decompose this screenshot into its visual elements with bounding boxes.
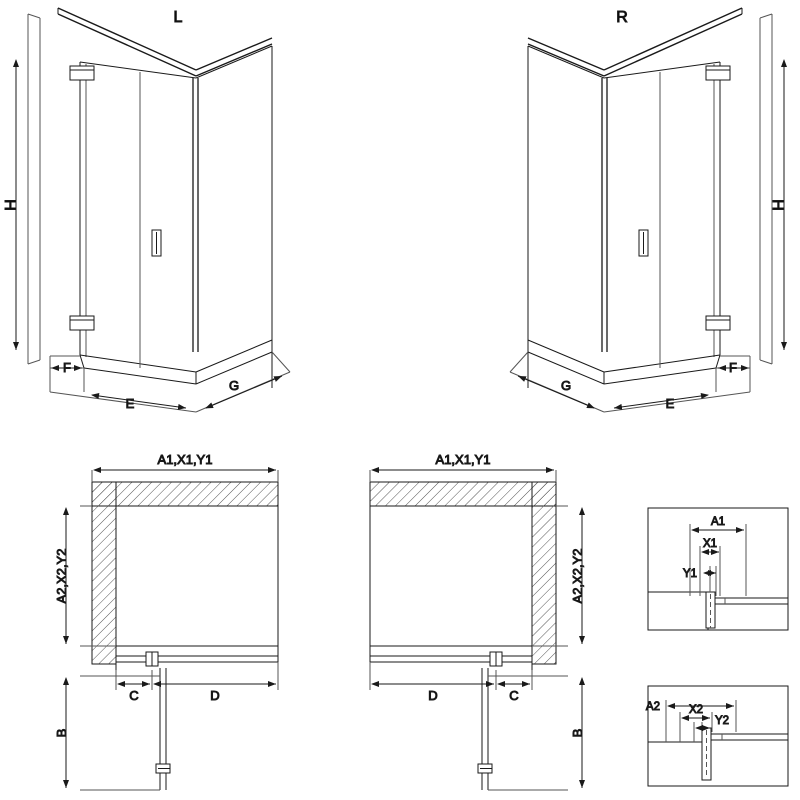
dimension-label-g-right: G (560, 378, 572, 393)
plan-right-dimension-c: C (509, 688, 519, 703)
plan-view-right (370, 452, 585, 790)
view-title-right: R (616, 9, 628, 26)
plan-right-dimension-d: D (428, 688, 438, 703)
detail-top-label-y1: Y1 (682, 568, 697, 580)
detail-view-top (648, 508, 788, 630)
dimension-label-h-left: H (3, 199, 20, 211)
plan-view-left (54, 452, 278, 790)
dimension-label-f-left: F (63, 360, 71, 375)
detail-view-bottom (646, 686, 788, 786)
dimension-label-e-right: E (665, 396, 675, 411)
detail-bottom-label-a2: A2 (645, 701, 660, 713)
plan-left-side-dimension-label: A2,X2,Y2 (54, 548, 69, 604)
dimension-label-h-right: H (771, 199, 788, 211)
detail-bottom-label-y2: Y2 (714, 715, 730, 727)
iso-view-left (3, 8, 290, 412)
plan-right-side-dimension-label: A2,X2,Y2 (570, 548, 585, 604)
dimension-label-g-left: G (228, 378, 240, 393)
detail-bottom-label-x2: X2 (688, 704, 704, 716)
detail-top-label-a1: A1 (710, 516, 726, 528)
plan-right-top-dimension-label: A1,X1,Y1 (435, 452, 491, 467)
dimension-label-f-right: F (729, 360, 737, 375)
plan-left-top-dimension-label: A1,X1,Y1 (157, 452, 213, 467)
plan-left-dimension-c: C (129, 688, 139, 703)
plan-right-dimension-b: B (570, 728, 585, 738)
detail-top-label-x1: X1 (702, 538, 718, 550)
plan-left-dimension-d: D (210, 688, 220, 703)
iso-view-right (510, 8, 788, 412)
plan-left-dimension-b: B (54, 728, 69, 738)
dimension-label-e-left: E (125, 396, 135, 411)
view-title-left: L (173, 9, 183, 26)
